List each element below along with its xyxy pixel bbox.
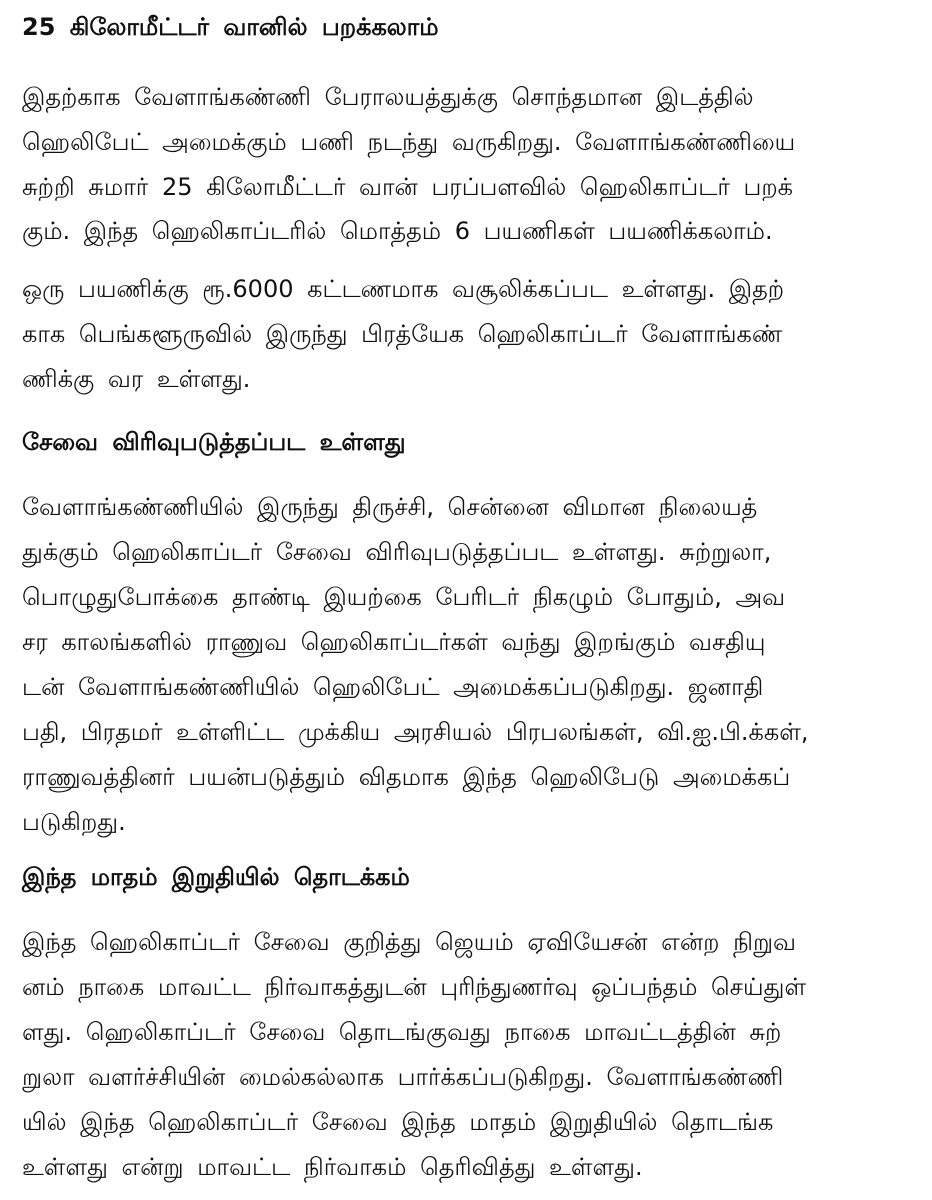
paragraph-line: ஹெலிபேட் அமைக்கும் பணி நடந்து வருகிறது. வேளாங்கண்ணியை (22, 128, 796, 156)
paragraph-line: இதற்காக வேளாங்கண்ணி பேராலயத்துக்கு சொந்தமான இடத்தில் (22, 83, 754, 111)
paragraph-line: றுலா வளர்ச்சியின் மைல்கல்லாக பார்க்கப்படுகிறது. வேளாங்கண்ணி (22, 1063, 784, 1091)
paragraph-line: னம் நாகை மாவட்ட நிர்வாகத்துடன் புரிந்துணர்வு ஒப்பந்தம் செய்துள் (22, 973, 807, 1001)
paragraph-line: ஒரு பயணிக்கு ரூ.6000 கட்டணமாக வசூலிக்கப்பட உள்ளது. இதற் (22, 275, 785, 303)
paragraph-line: ளது. ஹெலிகாப்டர் சேவை தொடங்குவது நாகை மாவட்டத்தின் சுற் (22, 1018, 782, 1046)
paragraph-line: பதி, பிரதமர் உள்ளிட்ட முக்கிய அரசியல் பிரபலங்கள், வி.ஐ.பி.க்கள், (22, 718, 809, 746)
paragraph-line: இந்த ஹெலிகாப்டர் சேவை குறித்து ஜெயம் ஏவியேசன் என்ற நிறுவ (22, 928, 796, 956)
paragraph-line: காக பெங்களூருவில் இருந்து பிரத்யேக ஹெலிகாப்டர் வேளாங்கண் (22, 320, 783, 348)
paragraph-line: ராணுவத்தினர் பயன்படுத்தும் விதமாக இந்த ஹெலிபேடு அமைக்கப் (22, 763, 791, 791)
paragraph-line: பொழுதுபோக்கை தாண்டி இயற்கை பேரிடர் நிகழும் போதும், அவ (22, 583, 786, 611)
paragraph-line: கும். இந்த ஹெலிகாப்டரில் மொத்தம் 6 பயணிகள் பயணிக்கலாம். (22, 217, 773, 245)
paragraph-line: துக்கும் ஹெலிகாப்டர் சேவை விரிவுபடுத்தப்பட உள்ளது. சுற்றுலா, (22, 538, 772, 566)
paragraph-line: உள்ளது என்று மாவட்ட நிர்வாகம் தெரிவித்து உள்ளது. (22, 1153, 643, 1181)
section-heading: சேவை விரிவுபடுத்தப்பட உள்ளது (22, 428, 406, 456)
section-heading: 25 கிலோமீட்டர் வானில் பறக்கலாம் (22, 13, 439, 41)
paragraph-line: சர காலங்களில் ராணுவ ஹெலிகாப்டர்கள் வந்து இறங்கும் வசதியு (22, 628, 766, 656)
paragraph-line: யில் இந்த ஹெலிகாப்டர் சேவை இந்த மாதம் இறுதியில் தொடங்க (22, 1108, 774, 1136)
paragraph-line: படுகிறது. (22, 808, 126, 836)
paragraph-line: டன் வேளாங்கண்ணியில் ஹெலிபேட் அமைக்கப்படுகிறது. ஜனாதி (22, 673, 764, 701)
section-heading: இந்த மாதம் இறுதியில் தொடக்கம் (22, 863, 410, 891)
paragraph-line: ணிக்கு வர உள்ளது. (22, 365, 251, 393)
paragraph-line: சுற்றி சுமார் 25 கிலோமீட்டர் வான் பரப்பளவில் ஹெலிகாப்டர் பறக் (22, 173, 794, 201)
paragraph-line: வேளாங்கண்ணியில் இருந்து திருச்சி, சென்னை விமான நிலையத் (22, 493, 758, 521)
